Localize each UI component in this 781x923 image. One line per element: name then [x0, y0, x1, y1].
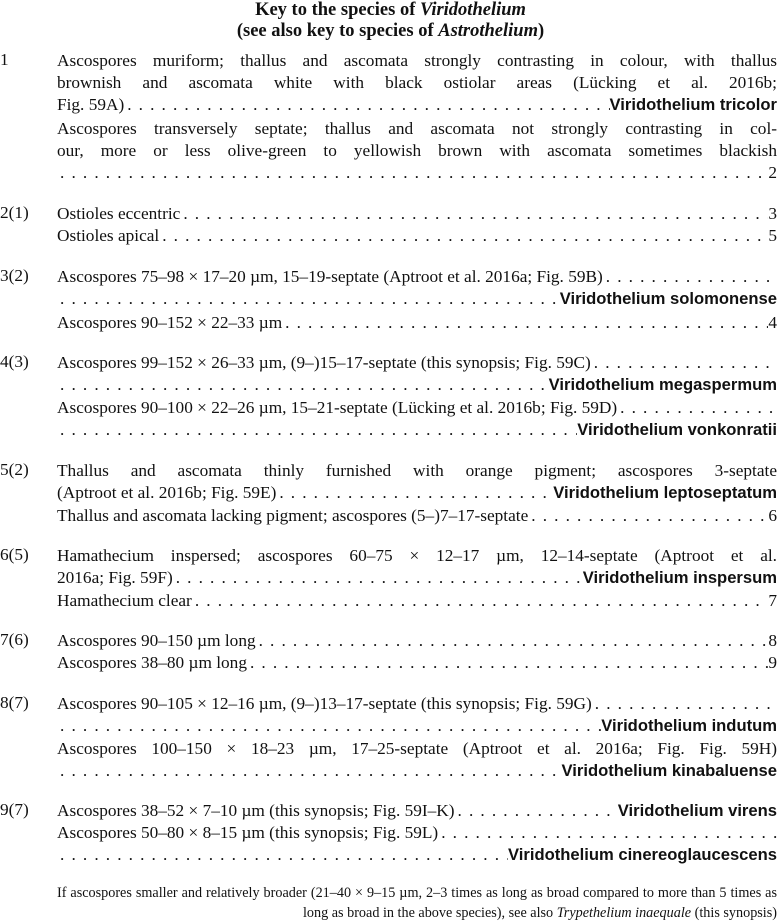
couplet-number: 4(3)	[0, 352, 29, 371]
lead-9a: Ascospores 38–52 × 7–10 µm (this synopsis; Fig. 59I–K) . . . Viridothelium virens	[57, 800, 777, 822]
lead-4a: Ascospores 99–152 × 26–33 µm, (9–)15–17-septate (this synopsis; Fig. 59C) . . . . . . Viridothelium megaspermum	[57, 352, 777, 396]
lead-7a: Ascospores 90–150 µm long . . . 8	[57, 630, 777, 652]
taxon-name: Viridothelium solomonense	[559, 289, 777, 308]
couplet-number: 2(1)	[0, 203, 29, 222]
lead-3b: Ascospores 90–152 × 22–33 µm . . . 4	[57, 312, 777, 334]
lead-5a: Thallus and ascomata thinly furnished with orange pigment; ascospores 3-septate (Aptroot et al. 2016b; Fig. 59E) . . . Viridothelium leptoseptatum	[57, 460, 777, 504]
note-species: Trypethelium inaequale	[556, 904, 692, 921]
lead-8b: Ascospores 100–150 × 18–23 µm, 17–25-septate (Aptroot et al. 2016a; Fig. Fig. 59H) . . . Viridothelium kinabaluense	[57, 738, 777, 782]
taxon-name: Viridothelium cinereoglaucescens	[508, 845, 777, 864]
lead-target: 6	[768, 506, 777, 525]
couplet-number: 1	[0, 50, 9, 69]
taxon-name: Viridothelium indutum	[601, 716, 777, 735]
lead-target: 3	[768, 204, 777, 223]
lead-2b: Ostioles apical . . . 5	[57, 225, 777, 247]
couplet-number: 8(7)	[0, 693, 29, 712]
title-genus: Viridothelium	[420, 0, 526, 20]
couplet-number: 6(5)	[0, 545, 29, 564]
lead-7b: Ascospores 38–80 µm long . . . 9	[57, 652, 777, 674]
couplet-number: 3(2)	[0, 266, 29, 285]
lead-4b: Ascospores 90–100 × 22–26 µm, 15–21-septate (Lücking et al. 2016b; Fig. 59D) . . . . . . Viridothelium vonkonratii	[57, 397, 777, 441]
couplet-number: 9(7)	[0, 800, 29, 819]
lead-6a: Hamathecium inspersed; ascospores 60–75 × 12–17 µm, 12–14-septate (Aptroot et al. 2016a; Fig. 59F) . . . Viridothelium inspersum	[57, 545, 777, 589]
taxon-name: Viridothelium inspersum	[582, 568, 777, 587]
lead-1b: Ascospores transversely septate; thallus and ascomata not strongly contrasting in col- our, more or less olive-green to yellowish brown with ascomata sometimes blackish . . . 2	[57, 118, 777, 184]
taxon-name: Viridothelium kinabaluense	[561, 761, 777, 780]
couplet-number: 7(6)	[0, 630, 29, 649]
taxon-name: Viridothelium vonkonratii	[577, 420, 777, 439]
title-line-1: Key to the species of Viridothelium	[255, 0, 526, 20]
lead-6b: Hamathecium clear . . . 7	[57, 590, 777, 612]
taxon-name: Viridothelium leptoseptatum	[553, 483, 777, 502]
lead-target: 2	[768, 163, 777, 182]
lead-target: 5	[768, 226, 777, 245]
lead-target: 4	[768, 313, 777, 332]
taxon-name: Viridothelium virens	[617, 801, 777, 820]
lead-target: 9	[768, 653, 777, 672]
key-title	[0, 0, 781, 42]
lead-2a: Ostioles eccentric . . . 3	[57, 203, 777, 225]
footnote: If ascospores smaller and relatively broader (21–40 × 9–15 µm, 2–3 times as long as broad compared to more than 5 times as long as broad in the above species), see also Trypethelium inaequale (this synopsis)	[57, 885, 777, 921]
taxon-name: Viridothelium megaspermum	[548, 375, 777, 394]
lead-8a: Ascospores 90–105 × 12–16 µm, (9–)13–17-septate (this synopsis; Fig. 59G) . . . . . . Viridothelium indutum	[57, 693, 777, 737]
lead-9b: Ascospores 50–80 × 8–15 µm (this synopsis; Fig. 59L) . . . . . . Viridothelium cinereoglaucescens	[57, 822, 777, 866]
title-line-2: (see also key to species of Astrothelium)	[236, 21, 545, 41]
lead-target: 7	[768, 591, 777, 610]
lead-1a: Ascospores muriform; thallus and ascomata strongly contrasting in colour, with thallus brownish and ascomata white with black ostiolar areas (Lücking et al. 2016b; Fig. 59A) . . . Viridothelium tricolor	[57, 50, 777, 116]
couplet-number: 5(2)	[0, 460, 29, 479]
lead-3a: Ascospores 75–98 × 17–20 µm, 15–19-septate (Aptroot et al. 2016a; Fig. 59B) . . . . . . Viridothelium solomonense	[57, 266, 777, 310]
title-genus-2: Astrothelium	[438, 21, 538, 41]
taxon-name: Viridothelium tricolor	[609, 95, 777, 114]
lead-target: 8	[768, 631, 777, 650]
lead-5b: Thallus and ascomata lacking pigment; ascospores (5–)7–17-septate . . . 6	[57, 505, 777, 527]
